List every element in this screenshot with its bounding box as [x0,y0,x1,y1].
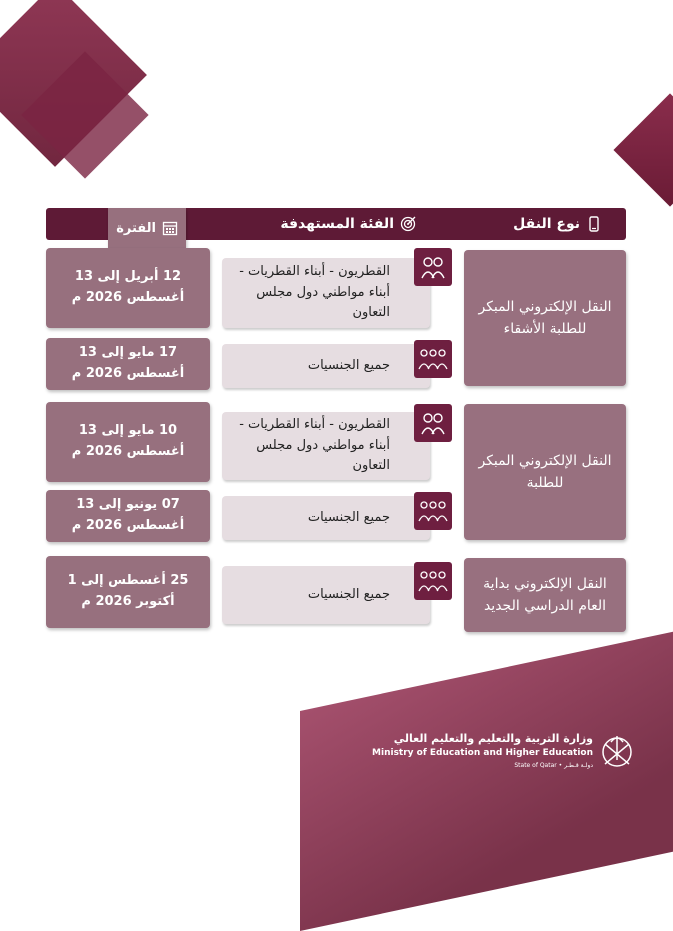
group-icon [414,562,452,600]
calendar-icon [162,220,178,236]
qatar-emblem-icon [599,730,635,770]
decorative-diamond-right [613,93,673,206]
header-period-label: الفترة [116,220,156,236]
group-icon [414,492,452,530]
period-2-2: 07 يونيو إلى 13 أغسطس 2026 م [46,490,210,542]
category-1-1: القطريون - أبناء القطريات - أبناء مواطني دول مجلس التعاون [222,258,430,328]
transport-type-3: النقل الإلكتروني بداية العام الدراسي الجديد [464,558,626,632]
category-3-1: جميع الجنسيات [222,566,430,624]
ministry-name-en: Ministry of Education and Higher Education [372,748,593,758]
target-icon [400,216,416,232]
ministry-name-ar: وزارة التربية والتعليم والتعليم العالي [393,732,593,745]
group-icon [414,340,452,378]
category-1-2: جميع الجنسيات [222,344,430,388]
table-header [46,208,626,240]
header-transport-label: نوع النقل [513,216,580,232]
period-1-1: 12 أبريل إلى 13 أغسطس 2026 م [46,248,210,328]
transport-type-2: النقل الإلكتروني المبكر للطلبة [464,404,626,540]
category-2-1: القطريون - أبناء القطريات - أبناء مواطني دول مجلس التعاون [222,412,430,480]
family-icon [414,404,452,442]
period-2-1: 10 مايو إلى 13 أغسطس 2026 م [46,402,210,482]
header-category [280,208,416,240]
category-2-2: جميع الجنسيات [222,496,430,540]
state-of-qatar: State of Qatar • دولـة قـطـر [514,762,593,769]
header-category-label: الفئة المستهدفة [280,216,394,232]
ministry-footer [372,728,635,778]
period-3-1: 25 أغسطس إلى 1 أكتوبر 2026 م [46,556,210,628]
header-transport [513,208,602,240]
header-period [108,208,186,248]
transport-type-1: النقل الإلكتروني المبكر للطلبة الأشقاء [464,250,626,386]
phone-icon [586,216,602,232]
family-icon [414,248,452,286]
period-1-2: 17 مايو إلى 13 أغسطس 2026 م [46,338,210,390]
